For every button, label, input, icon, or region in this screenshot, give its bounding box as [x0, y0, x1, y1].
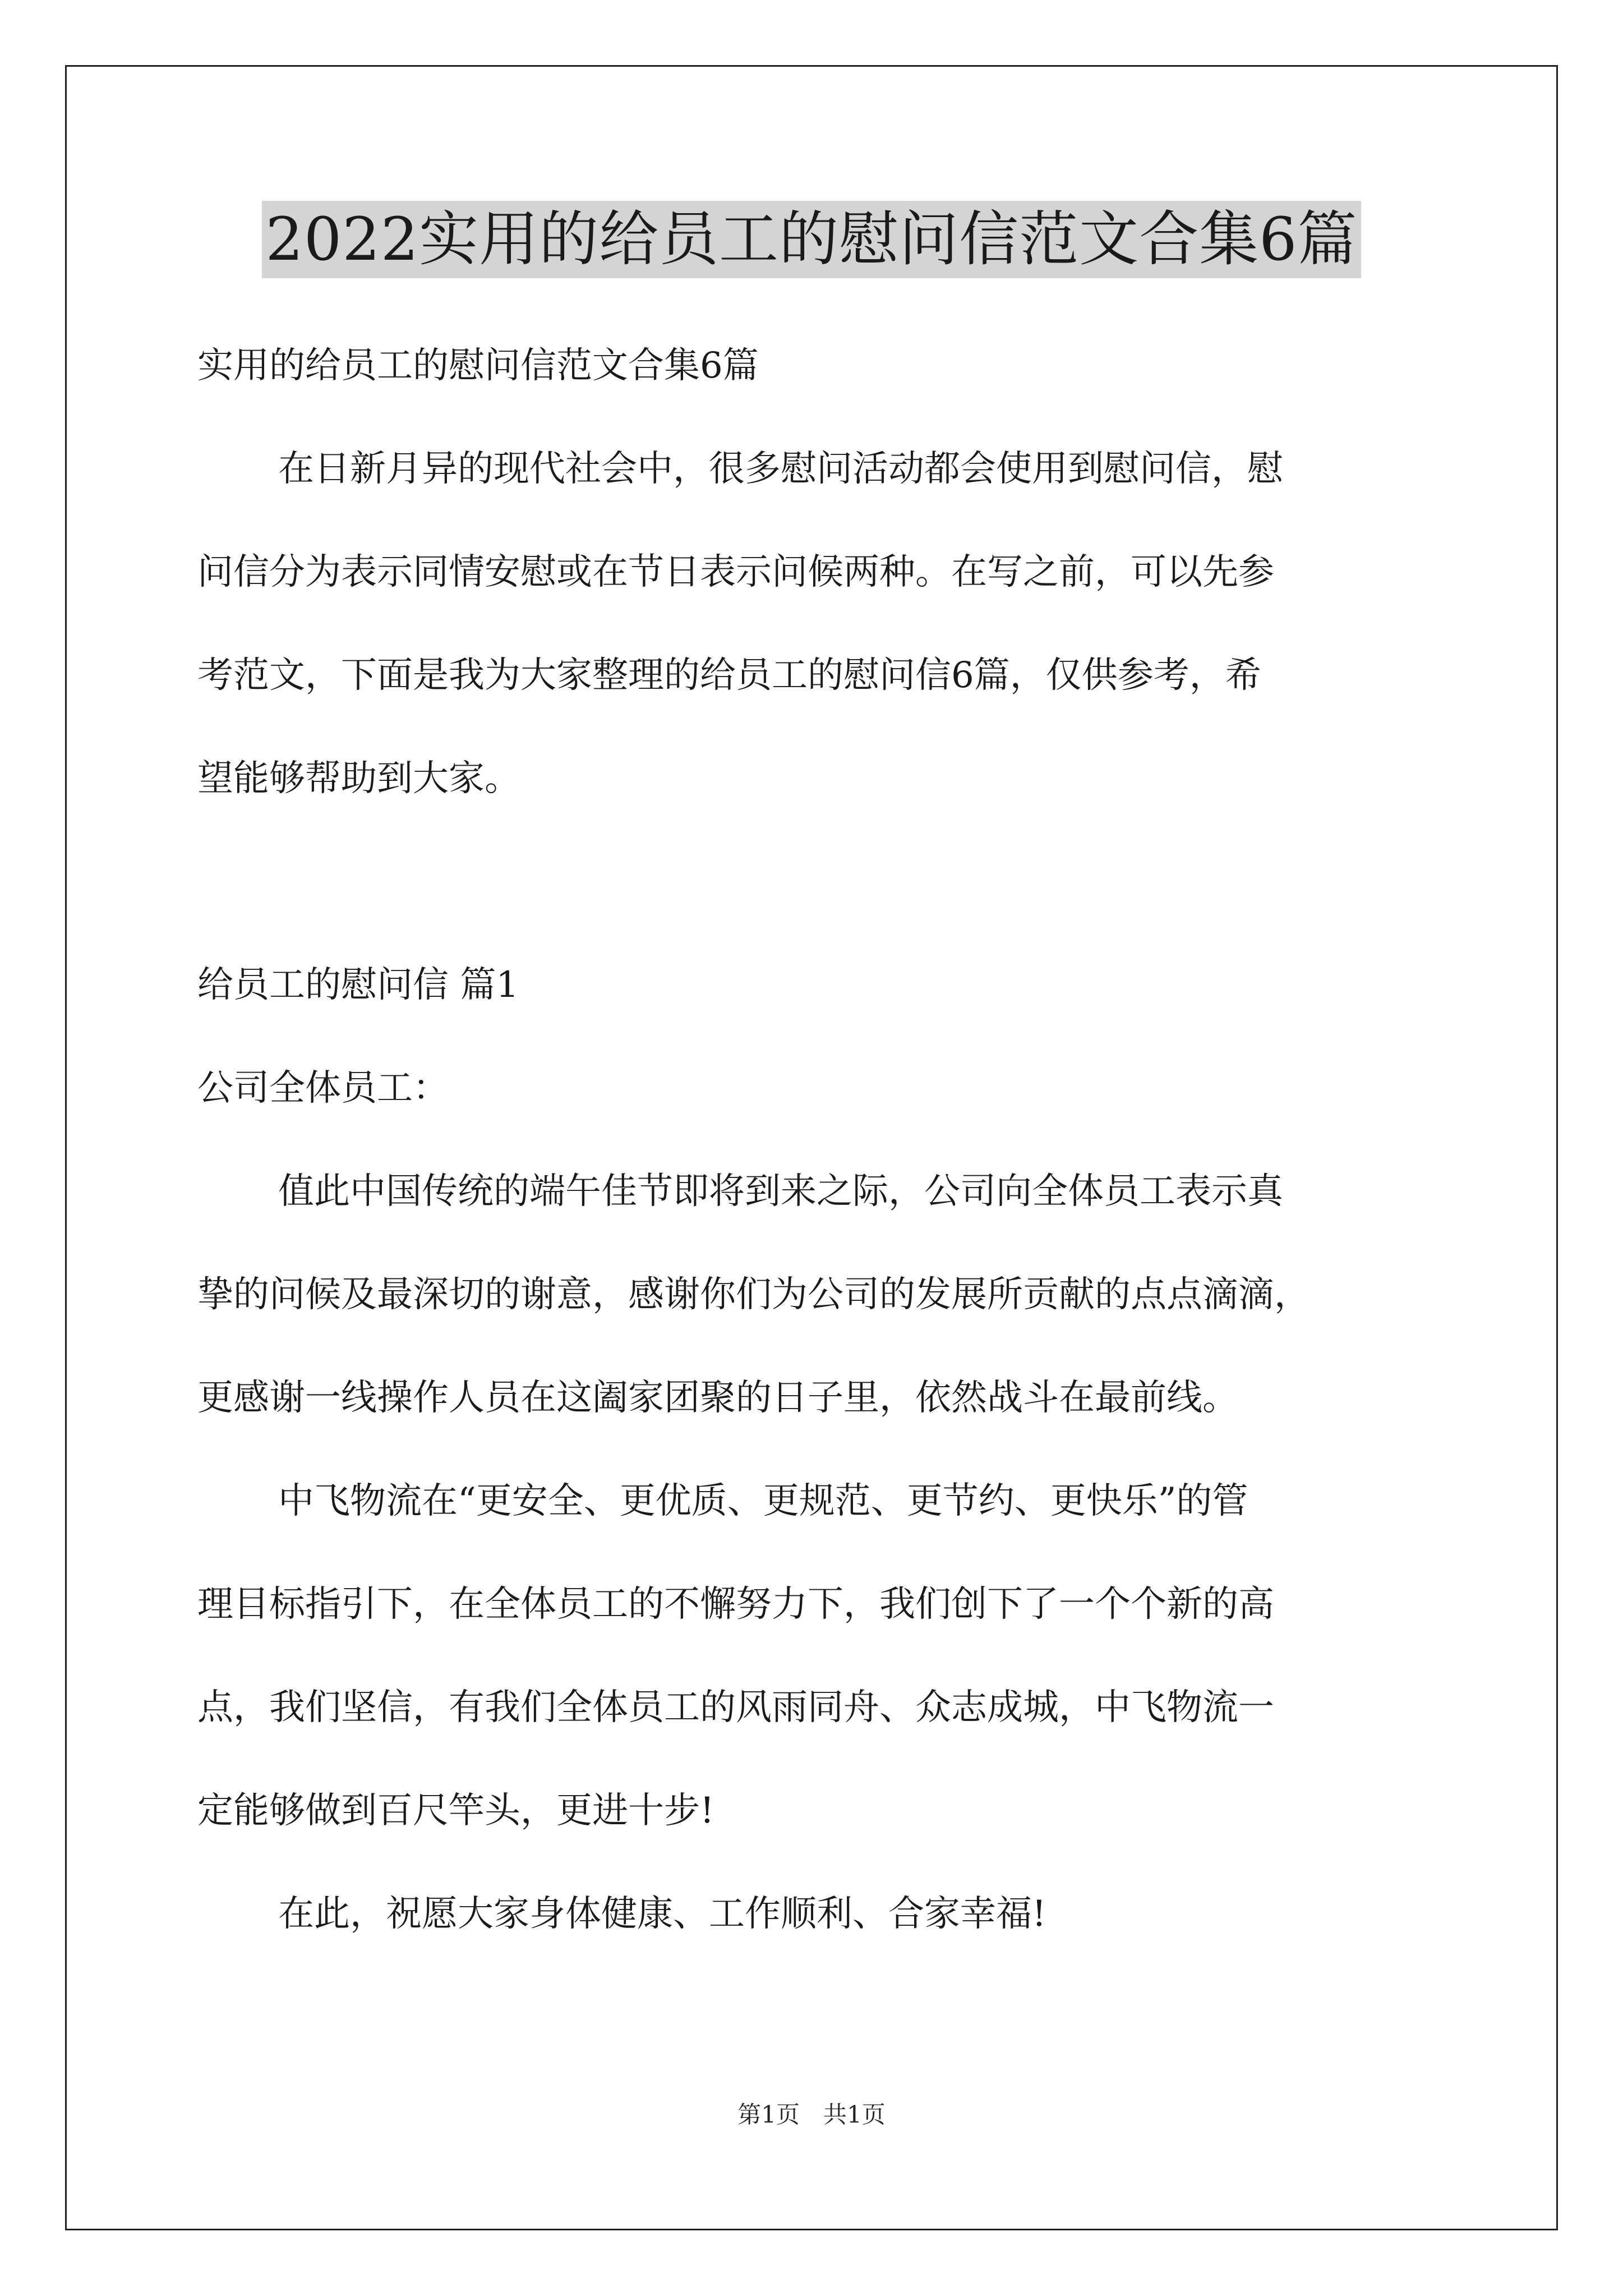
- intro-paragraph-line: 在日新月异的现代社会中，很多慰问活动都会使用到慰问信，慰: [278, 448, 1283, 490]
- page-number-footer: 第1页 共1页: [737, 2101, 886, 2128]
- subtitle-line: 实用的给员工的慰问信范文合集6篇: [197, 345, 759, 386]
- letter-paragraph-line: 理目标指引下，在全体员工的不懈努力下，我们创下了一个个新的高: [197, 1584, 1274, 1625]
- blank-line: [197, 830, 1431, 933]
- document-body: [197, 314, 1431, 1966]
- letter-paragraph-line: 值此中国传统的端午佳节即将到来之际，公司向全体员工表示真: [278, 1171, 1283, 1212]
- salutation: 公司全体员工：: [197, 1068, 449, 1109]
- intro-paragraph-line: 问信分为表示同情安慰或在节日表示问候两种。在写之前，可以先参: [197, 551, 1274, 593]
- document-title: 2022实用的给员工的慰问信范文合集6篇: [262, 201, 1361, 278]
- intro-paragraph-line: 望能够帮助到大家。: [197, 758, 520, 799]
- letter-paragraph-line: 更感谢一线操作人员在这阖家团聚的日子里，依然战斗在最前线。: [197, 1377, 1238, 1419]
- section-heading: 给员工的慰问信 篇1: [197, 964, 519, 1006]
- letter-paragraph-line: 挚的问候及最深切的谢意，感谢你们为公司的发展所贡献的点点滴滴，: [197, 1274, 1310, 1315]
- intro-paragraph-line: 考范文，下面是我为大家整理的给员工的慰问信6篇，仅供参考，希: [197, 655, 1261, 696]
- letter-paragraph-line: 中飞物流在“更安全、更优质、更规范、更节约、更快乐”的管: [278, 1480, 1248, 1522]
- letter-closing-line: 在此，祝愿大家身体健康、工作顺利、合家幸福!: [278, 1893, 1046, 1935]
- title-block: [0, 201, 1623, 278]
- letter-paragraph-line: 点，我们坚信，有我们全体员工的风雨同舟、众志成城，中飞物流一: [197, 1687, 1274, 1728]
- letter-paragraph-line: 定能够做到百尺竿头，更进十步!: [197, 1790, 714, 1832]
